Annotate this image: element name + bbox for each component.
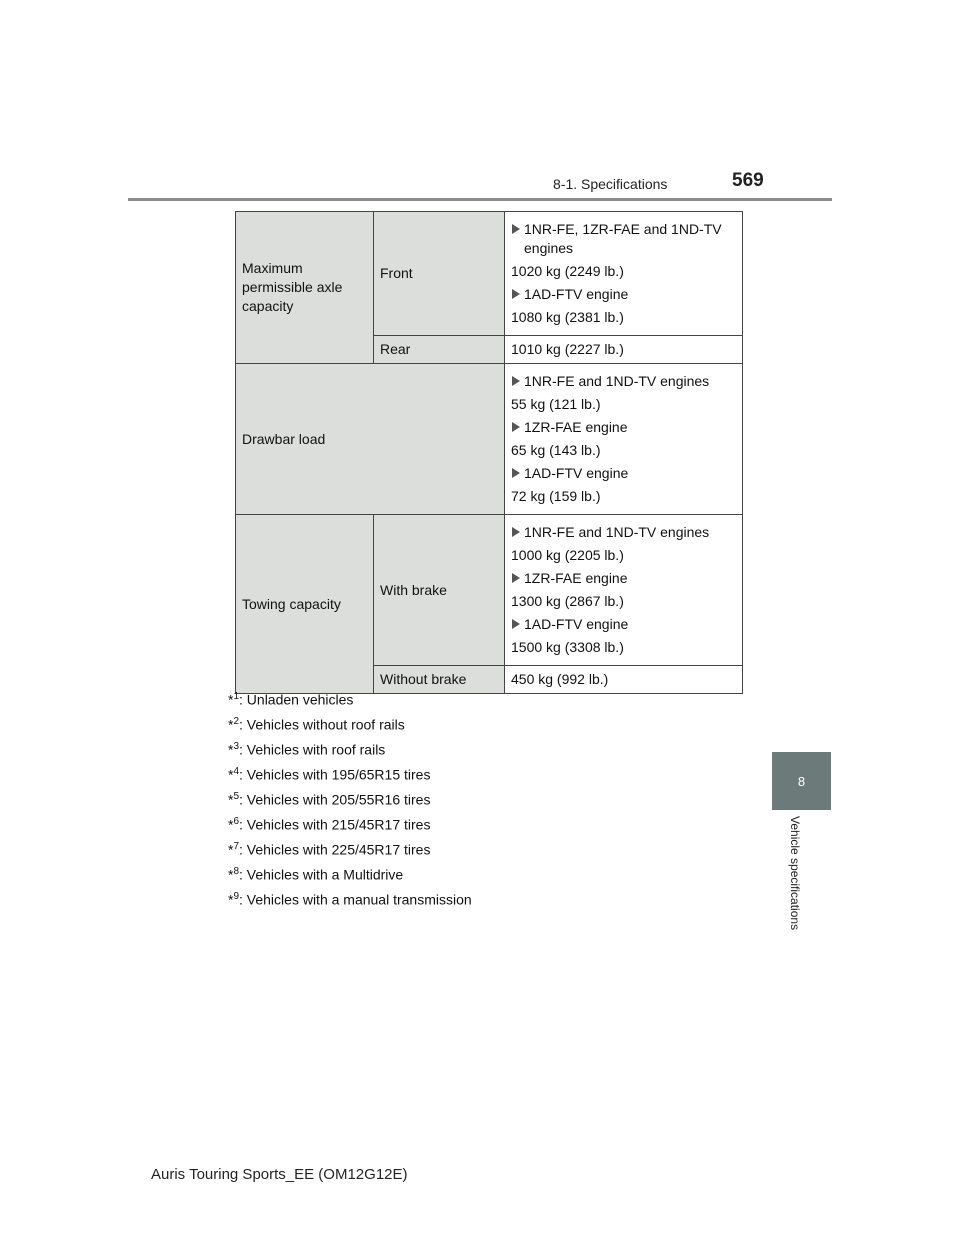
chapter-tab-label: Vehicle specifications <box>788 816 802 931</box>
footnote <box>228 834 472 859</box>
weight-value: 65 kg (143 lb.) <box>511 442 601 458</box>
weight-value: 72 kg (159 lb.) <box>511 488 601 504</box>
weight-value: 1300 kg (2867 lb.) <box>511 593 624 609</box>
without-brake-value: 450 kg (992 lb.) <box>505 666 743 694</box>
specifications-table <box>235 211 743 694</box>
weight-value: 1080 kg (2381 lb.) <box>511 309 624 325</box>
axle-capacity-label: Maximum permissible axle capacity <box>236 212 374 364</box>
page-number: 569 <box>732 170 764 191</box>
bullet-text: 1ZR-FAE engine <box>524 570 628 586</box>
footnote <box>228 709 472 734</box>
triangle-bullet-icon <box>512 376 520 386</box>
footnote-text: : Vehicles with roof rails <box>239 741 386 758</box>
engine-bullet <box>511 523 736 542</box>
footnote-mark: 6 <box>233 816 240 827</box>
triangle-bullet-icon <box>512 527 520 537</box>
triangle-bullet-icon <box>512 619 520 629</box>
document-footer: Auris Touring Sports_EE (OM12G12E) <box>151 1166 408 1183</box>
footnote-text: : Vehicles with 225/45R17 tires <box>239 841 431 858</box>
footnote-mark: 9 <box>233 891 240 902</box>
footnote <box>228 784 472 809</box>
footnote <box>228 684 472 709</box>
bullet-text: 1AD-FTV engine <box>524 465 629 481</box>
triangle-bullet-icon <box>512 224 520 234</box>
engine-bullet <box>511 418 736 437</box>
triangle-bullet-icon <box>512 289 520 299</box>
drawbar-load-label: Drawbar load <box>236 364 505 515</box>
footnote-text: : Unladen vehicles <box>239 691 354 708</box>
footnote <box>228 859 472 884</box>
chapter-tab: 8 <box>772 752 831 810</box>
table-row <box>236 515 743 666</box>
weight-value: 1500 kg (3308 lb.) <box>511 639 624 655</box>
bullet-text: 1AD-FTV engine <box>524 616 629 632</box>
section-title: 8-1. Specifications <box>553 176 668 192</box>
drawbar-values <box>505 364 743 515</box>
footnote-text: : Vehicles with 215/45R17 tires <box>239 816 431 833</box>
bullet-text: 1NR-FE and 1ND-TV engines <box>524 373 710 389</box>
footnote-asterisk: * <box>228 741 234 758</box>
with-brake-values <box>505 515 743 666</box>
footnote-text: : Vehicles without roof rails <box>239 716 405 733</box>
footnote-asterisk: * <box>228 716 234 733</box>
footnote-asterisk: * <box>228 791 234 808</box>
bullet-text: 1NR-FE, 1ZR-FAE and 1ND-TV engines <box>524 221 722 256</box>
front-values <box>505 212 743 336</box>
footnote-mark: 4 <box>233 766 240 777</box>
footnote-mark: 5 <box>233 791 240 802</box>
footnote <box>228 734 472 759</box>
engine-bullet <box>511 220 736 258</box>
footnote-mark: 2 <box>233 716 240 727</box>
bullet-text: 1AD-FTV engine <box>524 286 629 302</box>
footnote-asterisk: * <box>228 816 234 833</box>
footnote <box>228 759 472 784</box>
bullet-text: 1NR-FE and 1ND-TV engines <box>524 524 710 540</box>
footnote <box>228 809 472 834</box>
engine-bullet <box>511 569 736 588</box>
footnote <box>228 884 472 909</box>
footnote-asterisk: * <box>228 766 234 783</box>
towing-capacity-label: Towing capacity <box>236 515 374 694</box>
footnote-mark: 1 <box>233 691 240 702</box>
footnote-text: : Vehicles with a manual transmission <box>239 891 472 908</box>
weight-value: 1020 kg (2249 lb.) <box>511 263 624 279</box>
engine-bullet <box>511 285 736 304</box>
table-row <box>236 212 743 336</box>
footnote-mark: 3 <box>233 741 240 752</box>
triangle-bullet-icon <box>512 573 520 583</box>
triangle-bullet-icon <box>512 422 520 432</box>
engine-bullet <box>511 464 736 483</box>
weight-value: 1000 kg (2205 lb.) <box>511 547 624 563</box>
footnotes <box>228 684 472 909</box>
rear-value: 1010 kg (2227 lb.) <box>505 336 743 364</box>
bullet-text: 1ZR-FAE engine <box>524 419 628 435</box>
front-label: Front <box>374 212 505 336</box>
triangle-bullet-icon <box>512 468 520 478</box>
footnote-asterisk: * <box>228 691 234 708</box>
footnote-mark: 7 <box>233 841 240 852</box>
table-row <box>236 364 743 515</box>
footnote-text: : Vehicles with a Multidrive <box>239 866 404 883</box>
weight-value: 55 kg (121 lb.) <box>511 396 601 412</box>
footnote-text: : Vehicles with 205/55R16 tires <box>239 791 431 808</box>
rear-label: Rear <box>374 336 505 364</box>
footnote-asterisk: * <box>228 866 234 883</box>
footnote-mark: 8 <box>233 866 240 877</box>
with-brake-label: With brake <box>374 515 505 666</box>
engine-bullet <box>511 372 736 391</box>
without-brake-label: Without brake <box>374 666 505 694</box>
header-divider <box>128 198 832 201</box>
footnote-asterisk: * <box>228 891 234 908</box>
footnote-asterisk: * <box>228 841 234 858</box>
footnote-text: : Vehicles with 195/65R15 tires <box>239 766 431 783</box>
engine-bullet <box>511 615 736 634</box>
